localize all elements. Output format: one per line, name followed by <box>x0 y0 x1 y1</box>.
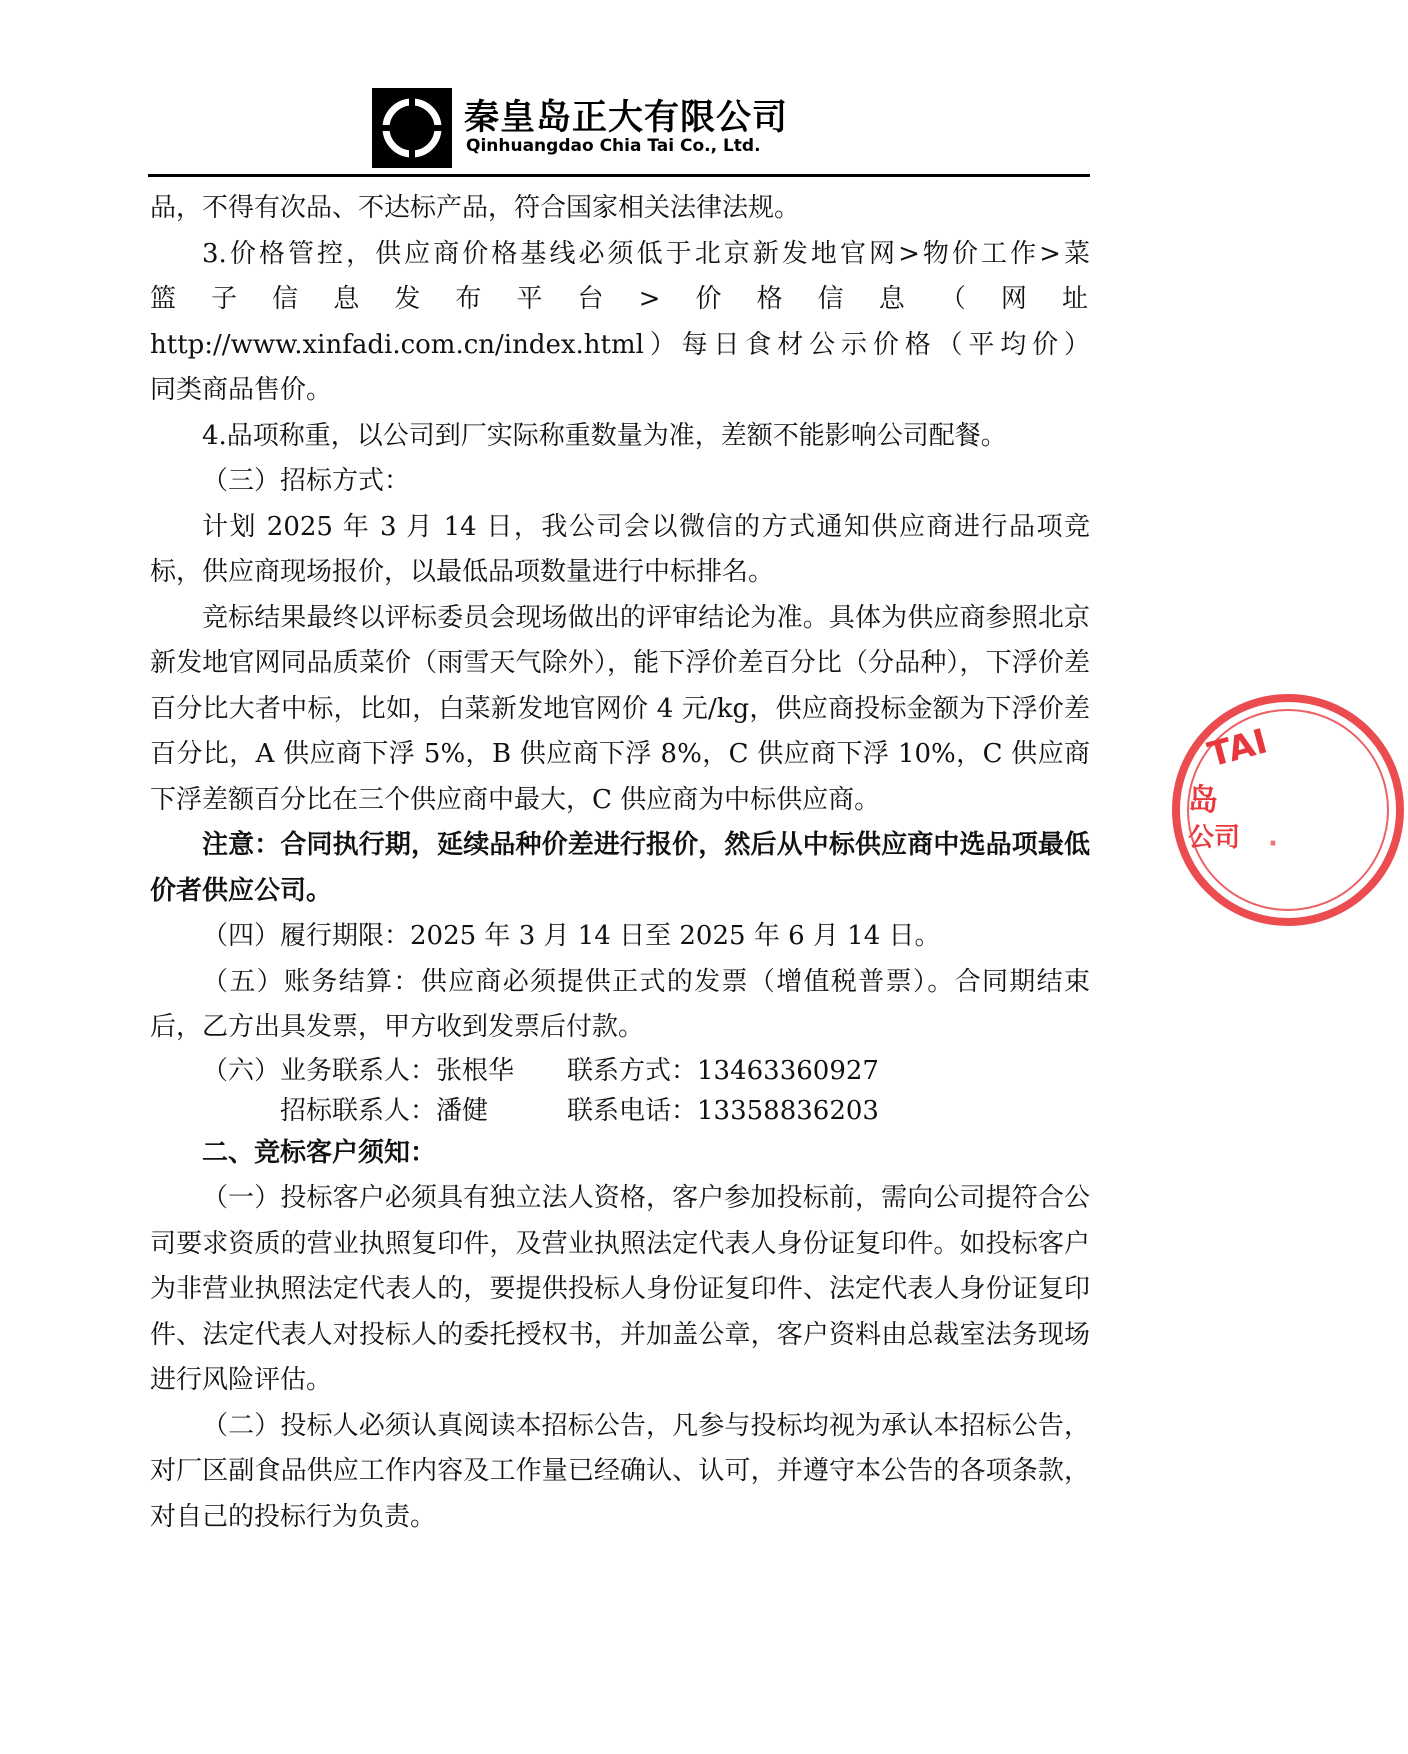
contact-row-bidding <box>150 1091 1090 1131</box>
heading-bid-method: （三）招标方式： <box>202 466 411 496</box>
note-paragraph: 注意：合同执行期，延续品种价差进行报价，然后从中标供应商中选品项最低价者供应公司。 <box>150 830 1090 906</box>
business-contact: （六）业务联系人：张根华 <box>202 1055 515 1086</box>
paragraph-schedule: 计划 2025 年 3 月 14 日，我公司会以微信的方式通知供应商进行品项竞标，供应商现场报价，以最低品项数量进行中标排名。 <box>150 511 1090 587</box>
paragraph-term: （四）履行期限：2025 年 3 月 14 日至 2025 年 6 月 14 日。 <box>202 921 941 951</box>
paragraph-price-url: http://www.xinfadi.com.cn/index.html）每日食材公示价格（平均价） <box>150 329 1090 360</box>
business-phone: 联系方式：13463360927 <box>567 1055 879 1086</box>
chia-tai-logo-icon <box>372 88 452 168</box>
heading-bidder-notice: 二、竞标客户须知： <box>202 1137 437 1168</box>
company-seal-stamp <box>1168 690 1408 930</box>
paragraph-weighing: 4.品项称重，以公司到厂实际称重数量为准，差额不能影响公司配餐。 <box>202 420 1007 451</box>
bidding-phone: 联系电话：13358836203 <box>567 1095 879 1126</box>
document-body <box>150 186 1090 1540</box>
paragraph-price-platform: 篮子信息发布平台>价格信息（网址 <box>150 284 1090 314</box>
paragraph-evaluation: 竞标结果最终以评标委员会现场做出的评审结论为准。具体为供应商参照北京新发地官网同品质菜价（雨雪天气除外），能下浮价差百分比（分品种），下浮价差百分比大者中标，比如，白菜新发地官网价 4 元/kg，供应商投标金额为下浮价差百分比，A 供应商下浮 5%，B 供应商下浮 8%，C 供应商下浮 10%，C 供应商下浮差额百分比在三个供应商中最大，C 供应商为中标供应商。 <box>150 602 1090 815</box>
bidding-contact: 招标联系人：潘健 <box>280 1095 489 1126</box>
paragraph-price-end: 同类商品售价。 <box>150 375 333 405</box>
svg-text:·: · <box>1268 829 1278 859</box>
paragraph-qualification: （一）投标客户必须具有独立法人资格，客户参加投标前，需向公司提符合公司要求资质的营业执照复印件，及营业执照法定代表人身份证复印件。如投标客户为非营业执照法定代表人的，要提供投标人身份证复印件、法定代表人身份证复印件、法定代表人对投标人的委托授权书，并加盖公章，客户资料由总裁室法务现场进行风险评估。 <box>150 1183 1090 1395</box>
paragraph-quality: 品，不得有次品、不达标产品，符合国家相关法律法规。 <box>150 193 801 223</box>
seal-text-mid2: 公司 <box>1188 823 1241 853</box>
paragraph-price-control: 3.价格管控，供应商价格基线必须低于北京新发地官网>物价工作>菜 <box>202 238 1090 269</box>
contact-row-business <box>202 1051 1090 1091</box>
seal-text-mid1: 岛 <box>1188 783 1218 818</box>
company-name-cn: 秦皇岛正大有限公司 <box>464 98 789 138</box>
paragraph-acknowledgement: （二）投标人必须认真阅读本招标公告，凡参与投标均视为承认本招标公告，对厂区副食品供应工作内容及工作量已经确认、认可，并遵守本公告的各项条款，对自己的投标行为负责。 <box>150 1410 1090 1532</box>
header-divider <box>148 174 1090 177</box>
company-name-en: Qinhuangdao Chia Tai Co., Ltd. <box>466 136 761 156</box>
seal-text-top: TAI <box>1203 721 1272 776</box>
paragraph-settlement: （五）账务结算：供应商必须提供正式的发票（增值税普票）。合同期结束后，乙方出具发票，甲方收到发票后付款。 <box>150 966 1090 1042</box>
letterhead <box>372 88 892 168</box>
